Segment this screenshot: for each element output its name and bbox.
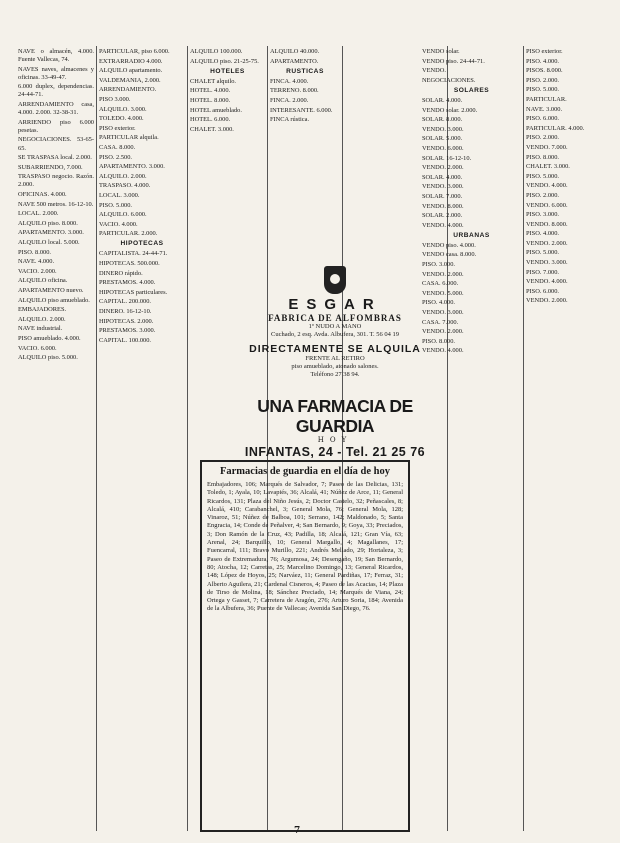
classified-ad: PISO. 2.500. bbox=[99, 153, 133, 161]
classified-ad: SOLAR. 16-12-10. bbox=[422, 154, 472, 162]
classified-ad: VENDO. 2.000. bbox=[526, 239, 568, 247]
classified-ad: ALQUILO oficina. bbox=[18, 277, 68, 285]
classified-ad: ALQUILO piso amueblado. bbox=[18, 296, 90, 304]
classified-ad: CAPITALISTA. 24-44-71. bbox=[99, 250, 168, 258]
classified-ad: PISO. 5.000. bbox=[526, 249, 560, 257]
classified-ad: ALQUILO. 6.000. bbox=[99, 211, 147, 219]
classified-ad: CHALET alquilo. bbox=[190, 77, 237, 85]
classified-ad: HOTEL amueblado. bbox=[190, 106, 242, 114]
ads-column-2 bbox=[99, 48, 185, 833]
esgar-advertisement bbox=[229, 262, 441, 388]
column-rule bbox=[96, 46, 97, 831]
classified-ad: LOCAL. 2.000. bbox=[18, 210, 59, 218]
classified-ad: PISO 3.000. bbox=[99, 95, 131, 103]
classified-ad: ARRIENDO piso 6.000 pesetas. bbox=[18, 118, 94, 134]
classified-ad: ALQUILO apartamento. bbox=[99, 67, 163, 75]
classified-ad: SOLAR. 2.000. bbox=[422, 212, 463, 220]
classified-ad: CAPITAL. 100.000. bbox=[99, 336, 152, 344]
classified-ad: CAPITAL. 200.000. bbox=[99, 298, 152, 306]
classified-ad: PISO. 6.000. bbox=[526, 287, 560, 295]
classified-ad: PISOS. 8.000. bbox=[526, 67, 563, 75]
classified-ad: EMBAJADORES. bbox=[18, 306, 67, 314]
classified-ad: PISO exterior. bbox=[99, 124, 136, 132]
classified-ad: VENDO. 8.000. bbox=[526, 220, 568, 228]
classified-ad: VENDO piso. 24-44-71. bbox=[422, 57, 485, 65]
ads-column-4 bbox=[270, 48, 340, 255]
classified-ad: PISO. 5.000. bbox=[526, 172, 560, 180]
column-rule bbox=[523, 46, 524, 831]
classified-ad: HOTEL. 6.000. bbox=[190, 116, 231, 124]
guardia-title: Farmacias de guardia en el día de hoy bbox=[219, 466, 391, 477]
classified-ad: ARRENDAMIENTO casa, 4.000. 2.000. 32-38-31. bbox=[18, 101, 94, 117]
classified-ad: VENDO. 3.000. bbox=[526, 259, 568, 267]
farmacia-address: INFANTAS, 24 - Tel. 21 25 76 bbox=[244, 445, 426, 459]
classified-ad: VENDO. 4.000. bbox=[422, 221, 464, 229]
classified-ad: SUBARRIENDO, 7.000. bbox=[18, 163, 83, 171]
classified-ad: VACIO. 2.000. bbox=[18, 267, 57, 275]
esgar-address: Cuchado, 2 esq. Avda. Albufera, 301. T. 56 04 19 bbox=[271, 331, 399, 338]
classified-ad: PISO. 2.000. bbox=[526, 76, 560, 84]
classified-ad: PRESTAMOS. 3.000. bbox=[99, 327, 156, 335]
classified-ad: PISO. 5.000. bbox=[526, 86, 560, 94]
classified-ad: LOCAL. 3.000. bbox=[99, 191, 140, 199]
farmacia-advertisement bbox=[229, 396, 441, 459]
farmacia-title: UNA FARMACIA DE GUARDIA bbox=[257, 396, 413, 436]
alquila-line1: FRENTE AL RETIRO bbox=[305, 355, 365, 362]
classified-ad: APARTAMENTO. 3.000. bbox=[18, 229, 84, 237]
classified-ad: APARTAMENTO. bbox=[270, 57, 319, 65]
classified-ad: VENDO. 2.000. bbox=[422, 164, 464, 172]
classified-ad: SOLAR. 7.000. bbox=[422, 192, 463, 200]
classified-ad: 6.000 duplex, dependencias. 24-44-71. bbox=[18, 83, 94, 99]
ads-column-3 bbox=[190, 48, 265, 255]
classified-ad: CHALET. 3.000. bbox=[190, 125, 234, 133]
section-heading: URBANAS bbox=[453, 231, 490, 239]
classified-ad: HIPOTECAS. 2.000. bbox=[99, 317, 154, 325]
classified-ad: PRESTAMOS. 4.000. bbox=[99, 279, 156, 287]
classified-ad: FINCA rústica. bbox=[270, 116, 310, 124]
classified-ad: ALQUILO. 2.000. bbox=[99, 172, 147, 180]
classified-ad: PISO. 4.000. bbox=[526, 230, 560, 238]
classified-ad: VENDO. 4.000. bbox=[526, 182, 568, 190]
classified-ad: PISO. 4.000. bbox=[422, 299, 456, 307]
classified-ad: ALQUILO. 3.000. bbox=[99, 105, 147, 113]
classified-ad: CASA. 8.000. bbox=[99, 143, 136, 151]
classified-ad: VENDO. 2.000. bbox=[422, 270, 464, 278]
classified-ad: PISO. 3.000. bbox=[422, 261, 456, 269]
classified-ad: CASA. 7.000. bbox=[422, 318, 459, 326]
section-heading: RUSTICAS bbox=[286, 67, 324, 75]
classified-ad: DINERO rápido. bbox=[99, 269, 143, 277]
classified-ad: VENDO. 3.000. bbox=[422, 309, 464, 317]
classified-ad: VENDO piso. 4.000. bbox=[422, 241, 476, 249]
classified-ad: HIPOTECAS. 500.000. bbox=[99, 260, 160, 268]
alquila-phone: Teléfono 27 38 94. bbox=[310, 371, 360, 378]
classified-ad: PISO amueblado. 4.000. bbox=[18, 334, 81, 342]
classified-ad: VENDO. 2.000. bbox=[526, 297, 568, 305]
esgar-line1: FABRICA DE ALFOMBRAS bbox=[268, 313, 402, 323]
classified-ad: VENDO. 3.000. bbox=[422, 125, 464, 133]
classified-ad: PISO. 6.000. bbox=[526, 115, 560, 123]
classified-ad: SOLAR. 5.000. bbox=[422, 135, 463, 143]
alquila-line2: piso amueblado, atonado salones. bbox=[291, 363, 379, 370]
classified-ad: INTERESANTE. 6.000. bbox=[270, 106, 333, 114]
column-rule bbox=[187, 46, 188, 831]
classified-ad: VACIO. 6.000. bbox=[18, 344, 57, 352]
classified-ad: VENDO. 8.000. bbox=[422, 202, 464, 210]
section-heading: SOLARES bbox=[453, 86, 490, 94]
classified-ad: SOLAR. 8.000. bbox=[422, 116, 463, 124]
classified-ad: TRASPASO negocio. Razón. 2.000. bbox=[18, 173, 94, 189]
classified-ad: TERRENO. 8.000. bbox=[270, 87, 319, 95]
farmacia-hoy: HOY bbox=[317, 436, 353, 444]
classified-ad: PISO. 2.000. bbox=[526, 191, 560, 199]
classified-ad: ALQUILO 40.000. bbox=[270, 48, 320, 55]
classified-ad: PISO. 4.000. bbox=[526, 57, 560, 65]
classified-ad: ARRENDAMIENTO. bbox=[99, 86, 157, 94]
classified-ad: SOLAR. 4.000. bbox=[422, 96, 463, 104]
classified-ad: HIPOTECAS particulares. bbox=[99, 288, 168, 296]
classified-ad: DINERO. 16-12-10. bbox=[99, 308, 152, 316]
classified-ad: VENDO. 6.000. bbox=[422, 144, 464, 152]
classified-ad: VENDO casa. 8.000. bbox=[422, 251, 477, 259]
classified-ad: NAVES naves, almacenes y oficinas. 33-49-47. bbox=[18, 65, 94, 81]
section-heading: HOTELES bbox=[210, 67, 245, 75]
classified-ad: SE TRASPASA local. 2.000. bbox=[18, 154, 92, 162]
guardia-body: Embajadores, 106; Marqués de Salvador, 7; Paseo de las Delicias, 131; Toledo, 1; Ayala, 10; Lavapiés, 36; Alcalá, 41; Núñez de Arce, 11; General Ricardos, 131; Plaza del Niño Jesús, 2; Doctor Castelo, 32; Peñascales, 8; Alcalá, 410; Carabanchel, 3; General Mola, 76; General Mola, 128; Vinaroz, 51; Núñez de Balboa, 101; Serrano, 142; Maldonado, 5; Santa Engracia, 14; Conde de Peñalver, 4; San Bernardo, 9; Goya, 33; Preciados, 3; Don Ramón de la Cruz, 43; Padilla, 18; Alcalá, 121; Gran Vía, 63; Arenal, 24; Barquillo, 10; General Margallo, 4; Magallanes, 17; Fuencarral, 111; Bravo Murillo, 221; Andrés Mellado, 29; Hortaleza, 3; Paseo de Extremadura, 76; Argumosa, 24; Desengaño, 19; San Bernardo, 80; Atocha, 12; Carretas, 25; Marcelino Domingo, 13; General Ricardos, 148; López de Hoyos, 25; Narváez, 11; General Pardiñas, 17; Ferraz, 31; Alberto Aguilera, 21; Cardenal Cisneros, 4; Paseo de las Acacias, 14; Plaza de Tirso de Molina, 18; Sánchez Preciado, 14; Marqués de Viana, 24; Ortega y Gasset, 7; Carretera de Aragón, 276; Arturo Soria, 184; Avenida de la Albufera, 36; Puente de Vallecas; Avenida San Diego, 76. bbox=[207, 481, 403, 613]
classified-ad: SOLAR. 4.000. bbox=[422, 173, 463, 181]
classified-ad: PARTICULAR alquila. bbox=[99, 134, 159, 142]
classified-ad: VENDO solar. 2.000. bbox=[422, 106, 478, 114]
classified-ad: OFICINAS. 4.000. bbox=[18, 191, 67, 198]
classified-ad: NEGOCIACIONES. bbox=[422, 76, 476, 84]
classified-ad: VENDO. 4.000. bbox=[526, 278, 568, 286]
classified-ad: TOLEDO. 4.000. bbox=[99, 115, 144, 123]
ads-column-6 bbox=[526, 48, 616, 833]
classified-ad: VENDO. 6.000. bbox=[526, 201, 568, 209]
classified-ad: FINCA. 2.000. bbox=[270, 96, 309, 104]
alquila-title: DIRECTAMENTE SE ALQUILA bbox=[249, 343, 421, 355]
classified-ad: HOTEL. 4.000. bbox=[190, 87, 231, 95]
esgar-shield-logo bbox=[324, 266, 346, 294]
classified-ad: ALQUILO piso. 8.000. bbox=[18, 219, 78, 227]
classified-ad: PARTICULAR. bbox=[526, 95, 567, 103]
classified-ad: ALQUILO piso. 5.000. bbox=[18, 354, 78, 362]
classified-ad: ALQUILO local. 5.000. bbox=[18, 238, 80, 246]
classified-ad: PARTICULAR, piso 6.000. bbox=[99, 48, 170, 55]
classified-ad: ALQUILO. 2.000. bbox=[18, 315, 66, 323]
classified-ad: VENDO. bbox=[422, 67, 446, 75]
ads-column-1 bbox=[18, 48, 94, 833]
classified-ad: NAVE. 4.000. bbox=[18, 258, 55, 266]
classified-ad: VACIO. 4.000. bbox=[99, 220, 138, 228]
classified-ad: APARTAMENTO nuevo. bbox=[18, 286, 84, 294]
section-heading: HIPOTECAS bbox=[120, 240, 164, 248]
classified-ad: FINCA. 4.000. bbox=[270, 77, 309, 85]
classified-ad: NAVE. 3.000. bbox=[526, 105, 563, 113]
classified-ad: VENDO. 2.000. bbox=[422, 328, 464, 336]
classified-ad: PISO. 8.000. bbox=[18, 248, 52, 256]
classified-ad: PISO. 8.000. bbox=[526, 153, 560, 161]
classified-ad: PISO. 3.000. bbox=[526, 211, 560, 219]
classified-ad: NAVE industrial. bbox=[18, 325, 63, 333]
classified-ad: ALQUILO piso. 21-25-75. bbox=[190, 57, 259, 65]
classified-ad: VALDEMANIA, 2.000. bbox=[99, 76, 161, 84]
classified-ad: NEGOCIACIONES. 53-65-65. bbox=[18, 136, 94, 152]
classified-ad: ALQUILO 100.000. bbox=[190, 48, 243, 55]
classified-ad: PARTICULAR. 4.000. bbox=[526, 124, 585, 132]
classified-ad: APARTAMENTO. 3.000. bbox=[99, 163, 165, 171]
classified-ad: PISO. 2.000. bbox=[526, 134, 560, 142]
classified-ad: VENDO. 7.000. bbox=[526, 143, 568, 151]
classified-ad: HOTEL. 8.000. bbox=[190, 96, 231, 104]
classified-ad: PISO. 8.000. bbox=[422, 337, 456, 345]
page-footer-mark: 7 bbox=[294, 826, 301, 836]
classified-ad: VENDO. 3.000. bbox=[422, 183, 464, 191]
classified-ad: VENDO. 5.000. bbox=[422, 289, 464, 297]
classified-ad: VENDO. 4.000. bbox=[422, 347, 464, 355]
classified-ad: CASA. 6.000. bbox=[422, 280, 459, 288]
guardia-listing-box bbox=[200, 460, 410, 832]
classified-ad: VENDO solar. bbox=[422, 48, 460, 55]
classified-ad: PISO. 7.000. bbox=[526, 268, 560, 276]
classified-ad: NAVE 500 metros. 16-12-10. bbox=[18, 200, 94, 208]
esgar-name: ESGAR bbox=[288, 296, 382, 313]
classified-ad: PARTICULAR. 2.000. bbox=[99, 230, 158, 238]
classified-ad: PISO. 5.000. bbox=[99, 201, 133, 209]
classified-ad: CHALET. 3.000. bbox=[526, 163, 570, 171]
classified-ad: TRASPASO. 4.000. bbox=[99, 182, 151, 190]
classified-ad: PISO exterior. bbox=[526, 48, 563, 55]
esgar-line2: 1º NUDO A MANO bbox=[308, 323, 362, 330]
classified-ad: NAVE o almacén, 4.000. Fuente Vallecas, 74. bbox=[18, 48, 94, 64]
classified-ad: EXTRARRADIO 4.000. bbox=[99, 57, 163, 65]
